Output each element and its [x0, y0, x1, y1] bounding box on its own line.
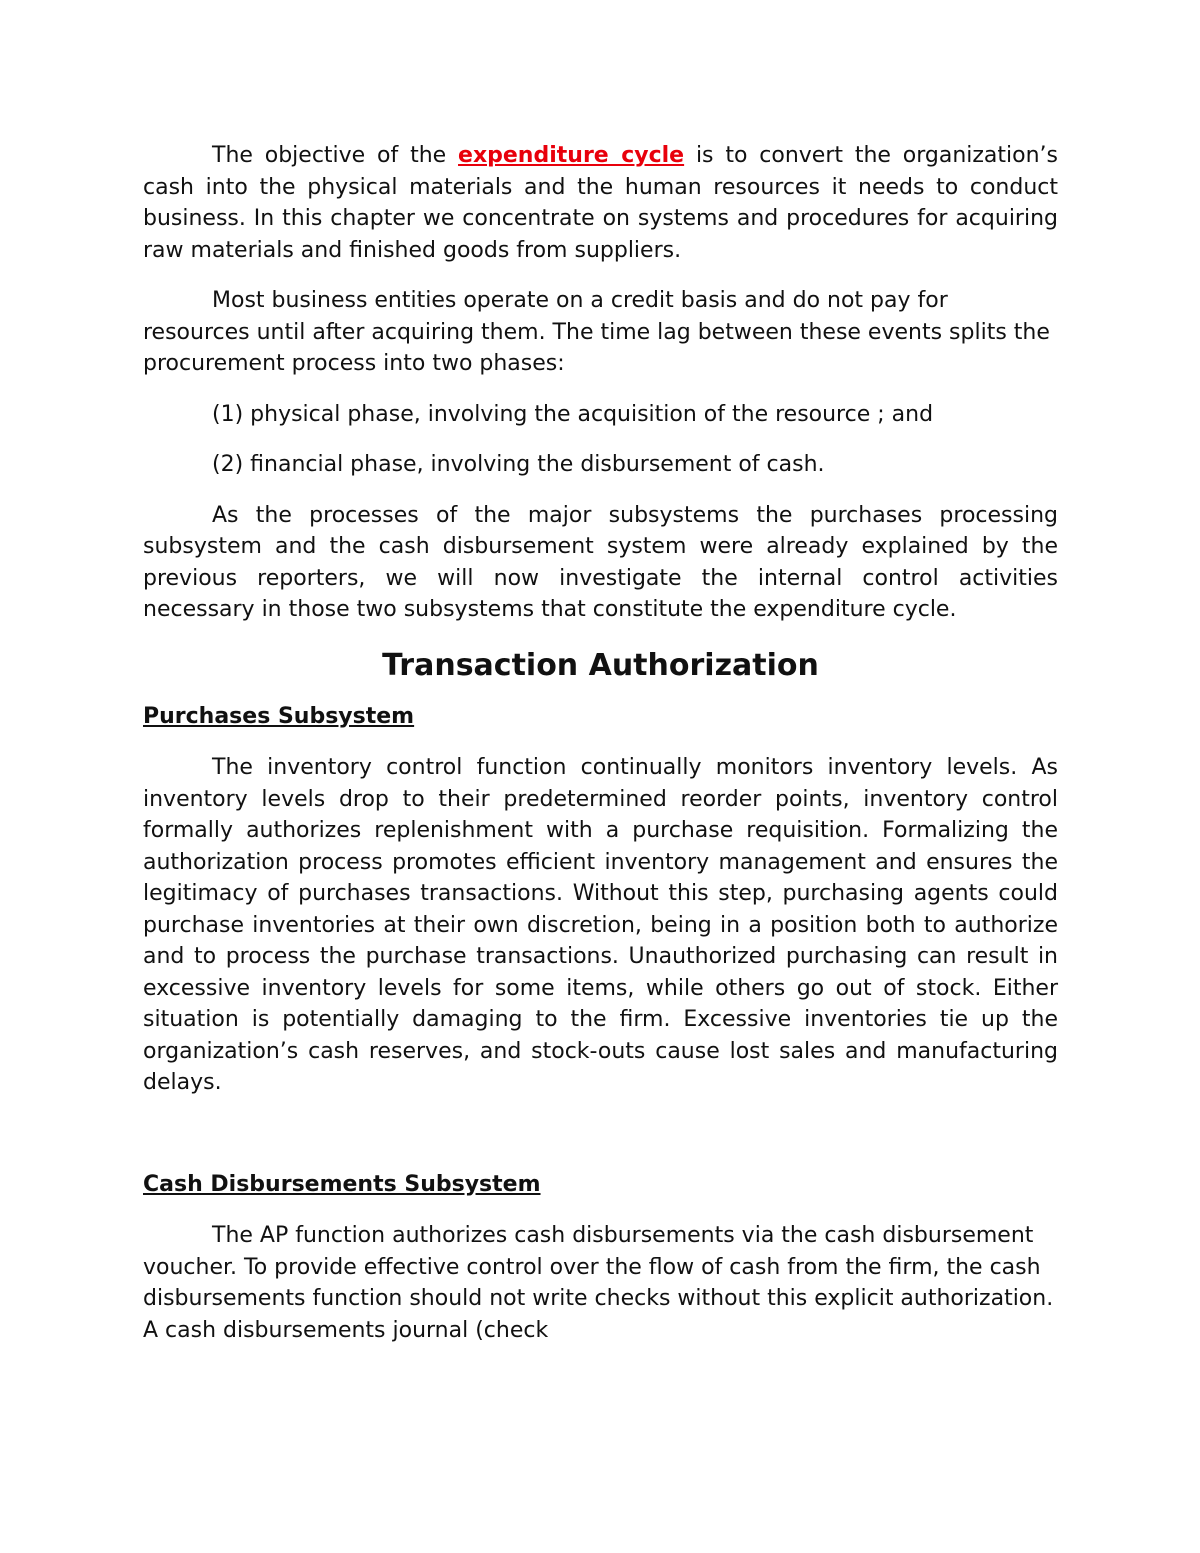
- purchases-paragraph: The inventory control function continually monitors inventory levels. As inventory levels drop to their predetermined reorder points, inventory control formally authorizes replenishment with a purchase requisition. Formalizing the authorization process promotes efficient inventory management and ensures the legitimacy of purchases transactions. Without this step, purchasing agents could purchase inventories at their own discretion, being in a position both to authorize and to process the purchase transactions. Unauthorized purchasing can result in excessive inventory levels for some items, while others go out of stock. Either situation is potentially damaging to the firm. Excessive inventories tie up the organization’s cash reserves, and stock-outs cause lost sales and manufacturing delays.: [143, 755, 1058, 1095]
- document-page: [143, 140, 1058, 1346]
- phase-item-physical: (1) physical phase, involving the acquisition of the resource ; and: [212, 401, 934, 427]
- procurement-paragraph: Most business entities operate on a credit basis and do not pay for resources until after acquiring them. The time lag between these events splits the procurement process into two phases:: [143, 288, 1050, 376]
- expenditure-cycle-link[interactable]: expenditure cycle: [458, 143, 685, 168]
- purchases-subsystem-heading: Purchases Subsystem: [143, 703, 415, 729]
- subsystems-paragraph: As the processes of the major subsystems the purchases processing subsystem and the cash disbursement system were already explained by the previous reporters, we will now investigate the internal control activities necessary in those two subsystems that constitute the expenditure cycle.: [143, 502, 1058, 622]
- intro-text-before: The objective of the: [212, 143, 459, 168]
- intro-text-after: is to convert the organization’s cash into the physical materials and the human resources it needs to conduct business. In this chapter we concentrate on systems and procedures for acquiring raw materials and finished goods from suppliers.: [143, 143, 1059, 263]
- cash-disbursements-heading: Cash Disbursements Subsystem: [143, 1171, 541, 1197]
- cash-disbursements-paragraph: The AP function authorizes cash disbursements via the cash disbursement voucher. To provide effective control over the flow of cash from the firm, the cash disbursements function should not write checks without this explicit authorization. A cash disbursements journal (check: [143, 1223, 1054, 1343]
- section-heading: Transaction Authorization: [382, 647, 819, 683]
- intro-paragraph: [143, 140, 1058, 266]
- phase-item-financial: (2) financial phase, involving the disbursement of cash.: [212, 452, 825, 477]
